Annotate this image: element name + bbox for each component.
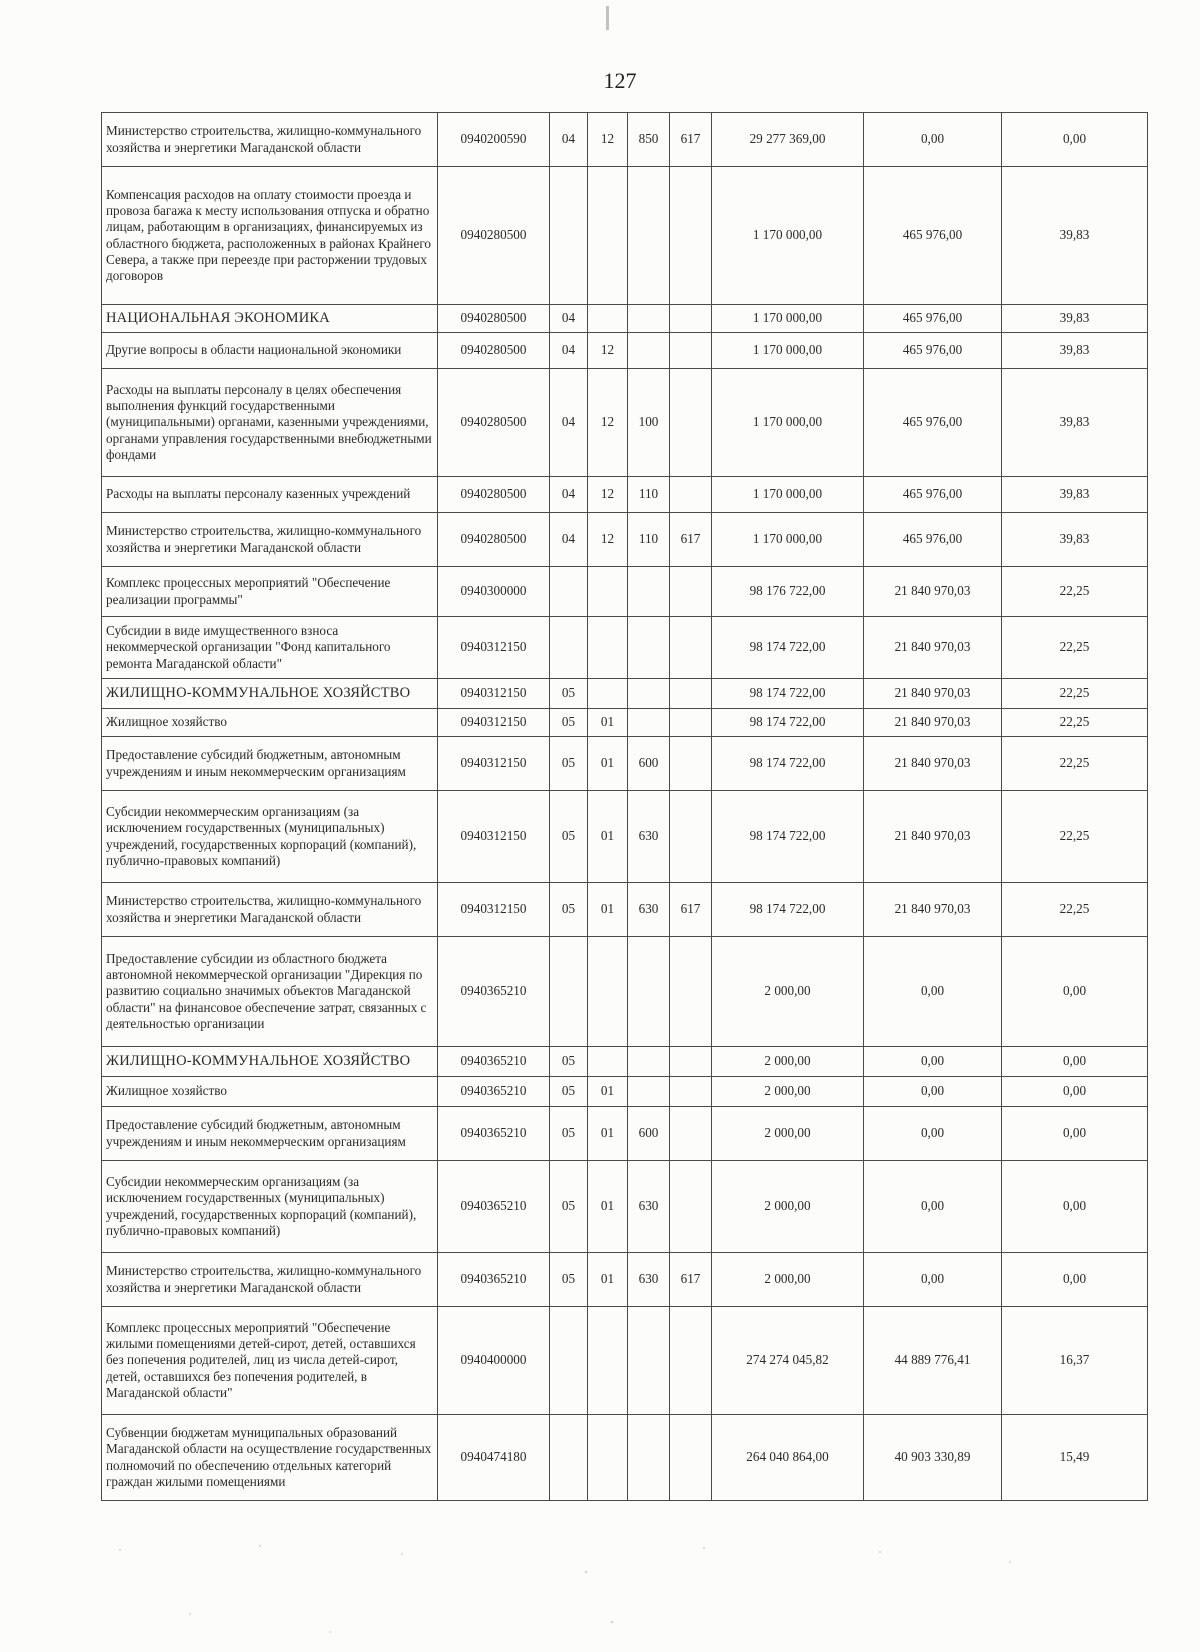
row-grbs: 617 [670,113,712,167]
row-section: 04 [550,477,588,513]
row-code: 0940280500 [438,305,550,333]
table-row [102,369,1148,477]
row-name: Предоставление субсидии из областного бюджета автономной некоммерческой организации "Дирекция по развитию социально значимых объектов Магаданской области" на финансовое обеспечение затрат, связанных с деятельностью организации [102,937,438,1047]
row-percent: 22,25 [1002,791,1148,883]
row-percent: 22,25 [1002,709,1148,737]
table-row [102,737,1148,791]
row-section: 04 [550,113,588,167]
row-plan: 1 170 000,00 [712,305,864,333]
row-code: 0940280500 [438,333,550,369]
row-percent: 0,00 [1002,1253,1148,1307]
row-code: 0940365210 [438,1161,550,1253]
row-percent: 0,00 [1002,113,1148,167]
row-code: 0940280500 [438,513,550,567]
row-percent: 0,00 [1002,1161,1148,1253]
row-plan: 274 274 045,82 [712,1307,864,1415]
row-name: НАЦИОНАЛЬНАЯ ЭКОНОМИКА [102,305,438,333]
row-section: 05 [550,1047,588,1077]
row-section: 05 [550,883,588,937]
row-subsection: 12 [588,333,628,369]
row-grbs [670,1307,712,1415]
row-fact: 0,00 [864,113,1002,167]
row-name: Другие вопросы в области национальной экономики [102,333,438,369]
row-percent: 39,83 [1002,167,1148,305]
row-name: Субсидии некоммерческим организациям (за исключением государственных (муниципальных) учреждений, государственных корпораций (компаний), публично-правовых компаний) [102,791,438,883]
row-section: 04 [550,333,588,369]
table-body [102,113,1148,1501]
row-subsection [588,1415,628,1501]
row-expense-type: 630 [628,883,670,937]
row-expense-type [628,1077,670,1107]
row-subsection: 01 [588,1107,628,1161]
row-name: Жилищное хозяйство [102,1077,438,1107]
row-fact: 465 976,00 [864,513,1002,567]
row-grbs: 617 [670,1253,712,1307]
row-expense-type: 630 [628,791,670,883]
row-subsection: 12 [588,369,628,477]
row-subsection [588,617,628,679]
row-fact: 0,00 [864,1161,1002,1253]
row-plan: 98 174 722,00 [712,883,864,937]
row-name: Расходы на выплаты персоналу казенных учреждений [102,477,438,513]
row-fact: 0,00 [864,1047,1002,1077]
row-grbs [670,737,712,791]
scan-mark [606,6,609,30]
row-grbs: 617 [670,513,712,567]
row-grbs [670,305,712,333]
row-name: Министерство строительства, жилищно-коммунального хозяйства и энергетики Магаданской области [102,883,438,937]
row-subsection [588,679,628,709]
row-section: 05 [550,737,588,791]
row-percent: 22,25 [1002,617,1148,679]
row-grbs [670,709,712,737]
budget-table [101,112,1148,1501]
row-plan: 2 000,00 [712,937,864,1047]
row-fact: 0,00 [864,1077,1002,1107]
row-percent: 39,83 [1002,333,1148,369]
row-fact: 21 840 970,03 [864,737,1002,791]
row-plan: 98 174 722,00 [712,791,864,883]
table-row [102,333,1148,369]
row-fact: 21 840 970,03 [864,883,1002,937]
row-name: Министерство строительства, жилищно-коммунального хозяйства и энергетики Магаданской области [102,1253,438,1307]
row-code: 0940280500 [438,167,550,305]
row-code: 0940280500 [438,369,550,477]
page-number: 127 [603,68,637,93]
table-row [102,709,1148,737]
row-expense-type [628,617,670,679]
row-name: Субсидии в виде имущественного взноса некоммерческой организации "Фонд капитального ремонта Магаданской области" [102,617,438,679]
row-percent: 0,00 [1002,1077,1148,1107]
row-plan: 98 174 722,00 [712,679,864,709]
row-section: 04 [550,513,588,567]
table-row [102,1107,1148,1161]
row-plan: 2 000,00 [712,1047,864,1077]
row-code: 0940312150 [438,883,550,937]
table-row [102,305,1148,333]
row-percent: 0,00 [1002,1047,1148,1077]
row-fact: 465 976,00 [864,305,1002,333]
row-percent: 39,83 [1002,477,1148,513]
table-row [102,1415,1148,1501]
row-plan: 98 174 722,00 [712,709,864,737]
row-plan: 1 170 000,00 [712,167,864,305]
row-grbs [670,937,712,1047]
row-percent: 39,83 [1002,305,1148,333]
row-subsection: 01 [588,1077,628,1107]
row-plan: 98 174 722,00 [712,737,864,791]
row-code: 0940474180 [438,1415,550,1501]
row-section [550,567,588,617]
row-expense-type [628,679,670,709]
row-expense-type: 110 [628,477,670,513]
scan-noise [0,1502,1200,1652]
row-section: 05 [550,679,588,709]
row-section: 04 [550,305,588,333]
row-expense-type [628,709,670,737]
table-row [102,167,1148,305]
row-name: Субвенции бюджетам муниципальных образований Магаданской области на осуществление государственных полномочий по обеспечению отдельных категорий граждан жилыми помещениями [102,1415,438,1501]
row-grbs [670,1107,712,1161]
row-section: 05 [550,791,588,883]
row-name: ЖИЛИЩНО-КОММУНАЛЬНОЕ ХОЗЯЙСТВО [102,679,438,709]
row-section [550,1307,588,1415]
row-code: 0940365210 [438,937,550,1047]
row-code: 0940400000 [438,1307,550,1415]
row-expense-type [628,1415,670,1501]
row-grbs [670,1047,712,1077]
row-plan: 98 174 722,00 [712,617,864,679]
row-section: 05 [550,1161,588,1253]
row-fact: 21 840 970,03 [864,679,1002,709]
table-row [102,1077,1148,1107]
table-row [102,937,1148,1047]
row-plan: 29 277 369,00 [712,113,864,167]
row-expense-type: 600 [628,1107,670,1161]
row-section: 05 [550,709,588,737]
row-grbs [670,477,712,513]
row-section: 05 [550,1077,588,1107]
row-subsection: 01 [588,883,628,937]
row-subsection [588,937,628,1047]
row-plan: 1 170 000,00 [712,333,864,369]
table-row [102,1161,1148,1253]
table-row [102,567,1148,617]
row-expense-type [628,567,670,617]
row-grbs [670,567,712,617]
row-expense-type: 100 [628,369,670,477]
row-subsection: 01 [588,709,628,737]
row-section [550,1415,588,1501]
row-section [550,617,588,679]
row-plan: 1 170 000,00 [712,513,864,567]
row-fact: 0,00 [864,1107,1002,1161]
row-expense-type: 600 [628,737,670,791]
row-section: 05 [550,1253,588,1307]
row-grbs [670,333,712,369]
row-plan: 2 000,00 [712,1077,864,1107]
row-name: Субсидии некоммерческим организациям (за исключением государственных (муниципальных) учреждений, государственных корпораций (компаний), публично-правовых компаний) [102,1161,438,1253]
row-grbs [670,167,712,305]
row-code: 0940312150 [438,709,550,737]
row-name: Жилищное хозяйство [102,709,438,737]
row-percent: 0,00 [1002,937,1148,1047]
row-expense-type: 110 [628,513,670,567]
row-grbs [670,1415,712,1501]
row-expense-type: 630 [628,1253,670,1307]
row-plan: 1 170 000,00 [712,369,864,477]
row-section: 05 [550,1107,588,1161]
row-fact: 21 840 970,03 [864,791,1002,883]
row-code: 0940365210 [438,1047,550,1077]
row-percent: 22,25 [1002,679,1148,709]
row-code: 0940280500 [438,477,550,513]
row-grbs [670,1077,712,1107]
row-code: 0940312150 [438,737,550,791]
row-grbs [670,791,712,883]
row-subsection [588,305,628,333]
row-name: ЖИЛИЩНО-КОММУНАЛЬНОЕ ХОЗЯЙСТВО [102,1047,438,1077]
row-fact: 465 976,00 [864,369,1002,477]
row-percent: 39,83 [1002,369,1148,477]
row-plan: 98 176 722,00 [712,567,864,617]
row-expense-type [628,1307,670,1415]
row-fact: 0,00 [864,1253,1002,1307]
table-row [102,883,1148,937]
table-row [102,1047,1148,1077]
row-subsection: 12 [588,513,628,567]
row-section [550,167,588,305]
table-row [102,1253,1148,1307]
row-expense-type [628,333,670,369]
row-subsection: 01 [588,1253,628,1307]
row-fact: 40 903 330,89 [864,1415,1002,1501]
row-percent: 0,00 [1002,1107,1148,1161]
table-row [102,113,1148,167]
row-expense-type [628,305,670,333]
row-subsection: 01 [588,791,628,883]
row-fact: 0,00 [864,937,1002,1047]
row-subsection [588,567,628,617]
row-fact: 21 840 970,03 [864,709,1002,737]
row-grbs: 617 [670,883,712,937]
table-row [102,1307,1148,1415]
row-plan: 2 000,00 [712,1253,864,1307]
row-subsection: 12 [588,477,628,513]
row-name: Расходы на выплаты персоналу в целях обеспечения выполнения функций государственными (муниципальными) органами, казенными учреждениями, органами управления государственными внебюджетными фондами [102,369,438,477]
row-code: 0940312150 [438,617,550,679]
table-row [102,791,1148,883]
row-fact: 465 976,00 [864,333,1002,369]
row-expense-type [628,1047,670,1077]
row-subsection: 01 [588,1161,628,1253]
row-fact: 21 840 970,03 [864,567,1002,617]
row-plan: 2 000,00 [712,1107,864,1161]
row-name: Компенсация расходов на оплату стоимости проезда и провоза багажа к месту использования отпуска и обратно лицам, работающим в организациях, финансируемых из областного бюджета, расположенных в районах Крайнего Севера, а также при переезде при расторжении трудовых договоров [102,167,438,305]
row-code: 0940312150 [438,679,550,709]
row-name: Министерство строительства, жилищно-коммунального хозяйства и энергетики Магаданской области [102,113,438,167]
row-code: 0940365210 [438,1253,550,1307]
table-row [102,617,1148,679]
row-subsection [588,167,628,305]
row-expense-type: 850 [628,113,670,167]
row-name: Комплекс процессных мероприятий "Обеспечение жилыми помещениями детей-сирот, детей, оставшихся без попечения родителей, лиц из числа детей-сирот, детей, оставшихся без попечения родителей, в Магаданской области" [102,1307,438,1415]
row-subsection [588,1307,628,1415]
row-fact: 21 840 970,03 [864,617,1002,679]
row-expense-type [628,167,670,305]
row-grbs [670,617,712,679]
row-name: Комплекс процессных мероприятий "Обеспечение реализации программы" [102,567,438,617]
row-fact: 465 976,00 [864,167,1002,305]
row-code: 0940365210 [438,1077,550,1107]
row-subsection: 01 [588,737,628,791]
row-percent: 16,37 [1002,1307,1148,1415]
table-row [102,513,1148,567]
row-subsection: 12 [588,113,628,167]
table-row [102,679,1148,709]
row-grbs [670,679,712,709]
row-plan: 264 040 864,00 [712,1415,864,1501]
row-code: 0940300000 [438,567,550,617]
row-section: 04 [550,369,588,477]
row-percent: 22,25 [1002,567,1148,617]
table-row [102,477,1148,513]
row-grbs [670,369,712,477]
row-percent: 15,49 [1002,1415,1148,1501]
row-code: 0940365210 [438,1107,550,1161]
row-percent: 22,25 [1002,883,1148,937]
row-percent: 39,83 [1002,513,1148,567]
row-plan: 2 000,00 [712,1161,864,1253]
row-name: Министерство строительства, жилищно-коммунального хозяйства и энергетики Магаданской области [102,513,438,567]
row-percent: 22,25 [1002,737,1148,791]
row-fact: 465 976,00 [864,477,1002,513]
row-plan: 1 170 000,00 [712,477,864,513]
row-name: Предоставление субсидий бюджетным, автономным учреждениям и иным некоммерческим организациям [102,737,438,791]
row-expense-type: 630 [628,1161,670,1253]
row-section [550,937,588,1047]
row-subsection [588,1047,628,1077]
row-name: Предоставление субсидий бюджетным, автономным учреждениям и иным некоммерческим организациям [102,1107,438,1161]
row-fact: 44 889 776,41 [864,1307,1002,1415]
row-expense-type [628,937,670,1047]
row-code: 0940312150 [438,791,550,883]
row-code: 0940200590 [438,113,550,167]
row-grbs [670,1161,712,1253]
